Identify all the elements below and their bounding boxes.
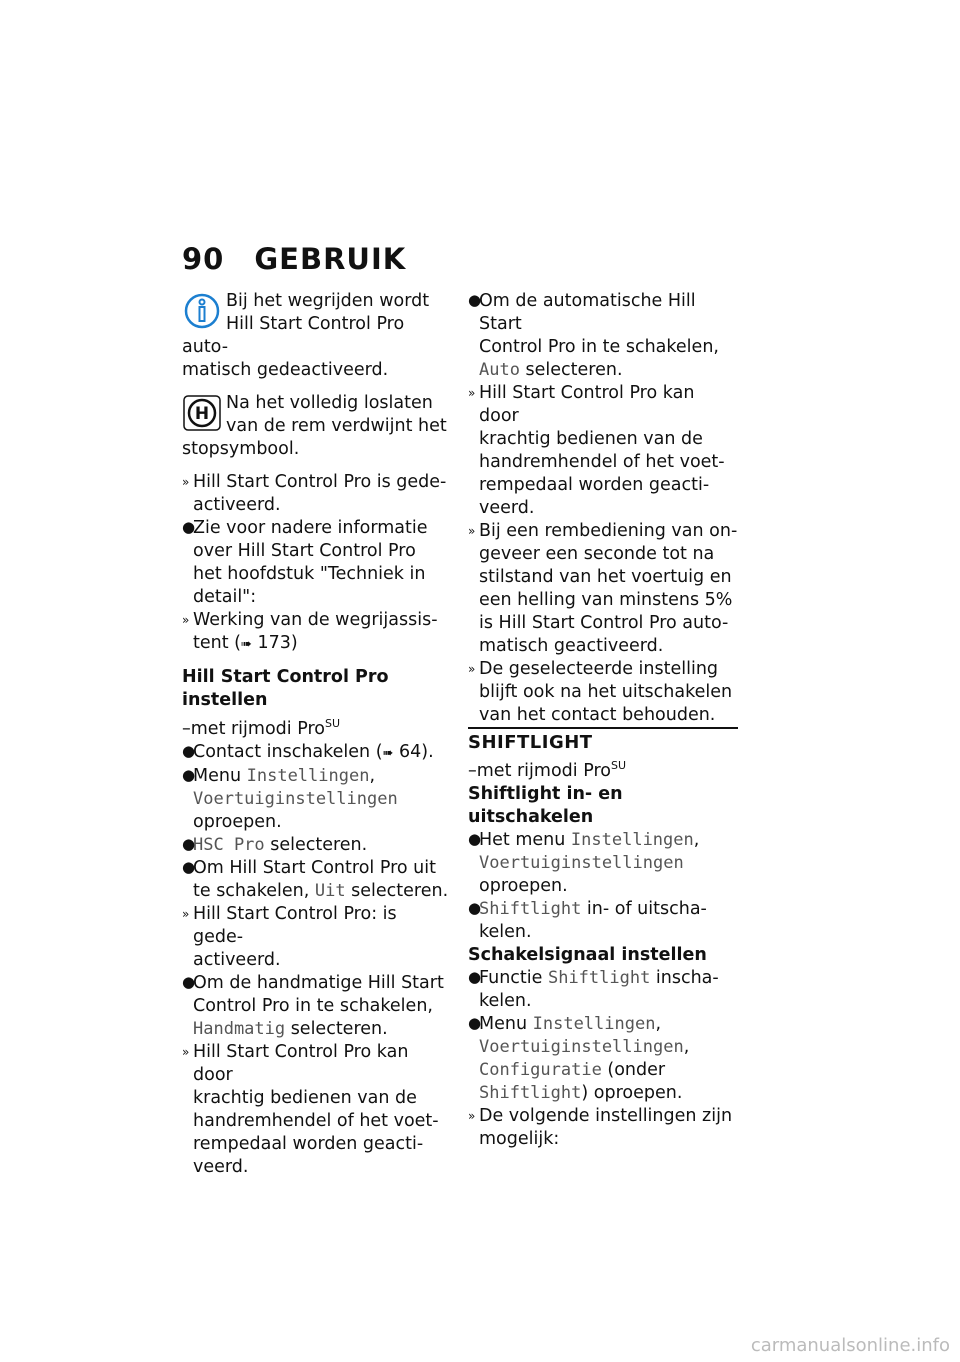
section-subtitle: –met rijmodi Pro$^{SU}$ [182, 717, 341, 739]
result-item: » De volgende instellingen zijn mogelijk: [468, 1105, 733, 1149]
section-heading: Hill Start Control Pro instellen [182, 667, 389, 710]
list-item: ● Shiftlight in- of uitscha- kelen. [468, 898, 707, 942]
hold-h-icon [182, 394, 222, 432]
page-ref-arrow-icon: ➠ [240, 637, 252, 652]
result-item: » Hill Start Control Pro kan door krachtig bedienen van de handremhendel of het voet- rempedaal worden geacti- veerd. [468, 383, 725, 518]
result-item: » Hill Start Control Pro is gede- activeerd. [182, 472, 447, 515]
result-item: » Hill Start Control Pro: is gede- activeerd. [182, 903, 397, 970]
svg-text:H: H [194, 404, 210, 424]
page-title [182, 242, 406, 276]
info-note: Bij het wegrijden wordt Hill Start Control Pro auto- matisch gedeactiveerd. [182, 291, 430, 380]
list-item: ● Om de automatische Hill Start Control Pro in te schakelen, Auto selecteren. [468, 291, 719, 380]
info-icon [182, 292, 222, 330]
list-item: ● Menu Instellingen, Voertuiginstellingen, Configuratie (onder Shiftlight) oproepen. [468, 1013, 690, 1103]
list-item: ● Het menu Instellingen, Voertuiginstellingen oproepen. [468, 829, 700, 896]
result-item: » Werking van de wegrijassis- tent (➠ 173) [182, 610, 438, 653]
list-item: ● Om Hill Start Control Pro uit te schakelen, Uit selecteren. [182, 857, 449, 901]
list-item: ● Functie Shiftlight inscha- kelen. [468, 967, 719, 1011]
right-column [468, 290, 738, 1151]
page-number: 90 [182, 242, 225, 276]
list-item: ● Zie voor nadere informatie over Hill Start Control Pro het hoofdstuk "Techniek in detail": [182, 518, 428, 607]
list-item: ● Om de handmatige Hill Start Control Pro in te schakelen, Handmatig selecteren. [182, 972, 444, 1039]
list-item: ● HSC Pro selecteren. [182, 834, 368, 855]
left-column [182, 290, 450, 1179]
chapter-title: GEBRUIK [254, 242, 407, 276]
section-heading-shiftlight: SHIFTLIGHT [468, 727, 738, 754]
list-item: ● Menu Instellingen, Voertuiginstellingen oproepen. [182, 765, 398, 832]
list-item: ● Contact inschakelen (➠ 64). [182, 741, 434, 762]
result-item: » Bij een rembediening van on- geveer een seconde tot na stilstand van het voertuig en een helling van minstens 5% is Hill Start Control Pro auto- matisch geactiveerd. [468, 521, 738, 656]
page-ref-arrow-icon: ➠ [382, 745, 394, 761]
subsection-heading: Schakelsignaal instellen [468, 944, 707, 965]
stop-symbol-note: H Na het volledig loslaten van de rem verdwijnt het stopsymbool. [182, 393, 447, 459]
section-subtitle: –met rijmodi Pro$^{SU}$ [468, 759, 627, 781]
subsection-heading: Shiftlight in- en uitschakelen [468, 783, 623, 827]
result-item: » De geselecteerde instelling blijft ook na het uitschakelen van het contact behouden. [468, 659, 733, 725]
watermark: carmanualsonline.info [750, 1335, 950, 1356]
result-item: » Hill Start Control Pro kan door krachtig bedienen van de handremhendel of het voet- rempedaal worden geacti- veerd. [182, 1041, 439, 1177]
